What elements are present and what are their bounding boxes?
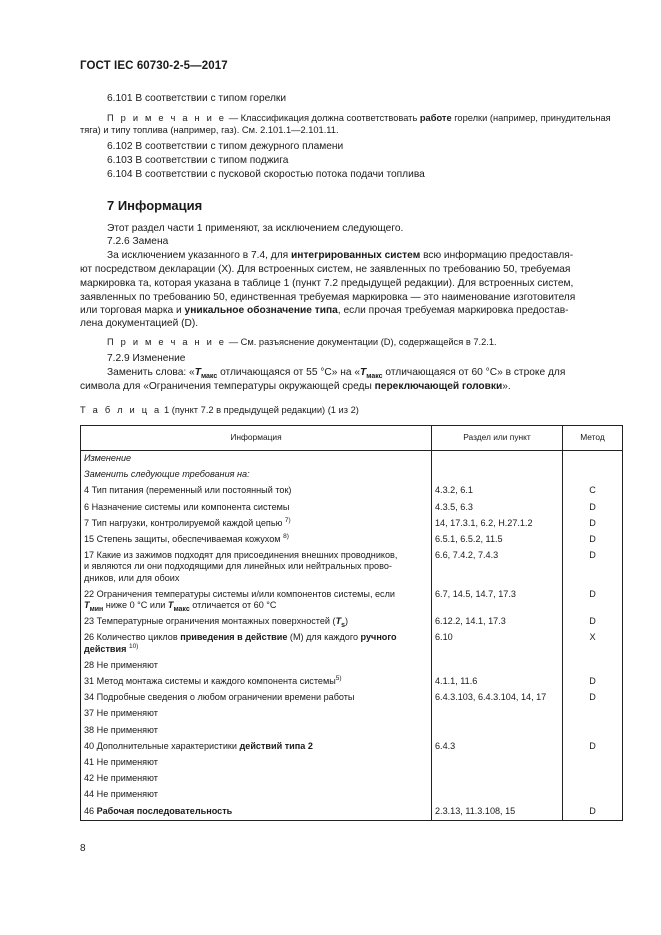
col-header-method: Метод [563,426,623,451]
table-row [81,614,623,630]
bold-term: ручного [360,632,397,643]
table-row [81,451,623,468]
row-info [81,630,432,657]
section-7-heading: 7 Информация [107,198,203,213]
bold-term: действия [84,643,127,654]
table-header-row [81,426,623,451]
row-info [81,614,432,630]
note-text: — Классификация должна соответствовать [226,113,420,123]
text-run: 15 Степень защиты, обеспечиваемая кожухом [84,534,281,545]
table-row [81,755,623,771]
section-intro: Этот раздел части 1 применяют, за исключением следующего. [107,223,404,234]
row-method: D [563,500,623,516]
text-line: 17 Какие из зажимов подходят для присоединения внешних проводников, [84,550,398,561]
paragraph-line [80,381,511,394]
row-clause: 4.1.1, 11.6 [432,674,563,690]
bold-term: приведения в действие [180,632,288,643]
text-run: 40 Дополнительные характеристики [84,740,240,751]
text-run: Заменить слова: « [107,367,195,378]
row-method: D [563,548,623,587]
row-info [81,548,432,587]
table-row [81,723,623,739]
subclause-7-2-9-title: 7.2.9 Изменение [107,353,186,364]
table-row [81,483,623,499]
table-caption-text: 1 (пункт 7.2 в предыдущей редакции) (1 из 2) [161,405,359,415]
row-info: 38 Не применяют [81,723,432,739]
symbol-T: T [84,600,90,611]
table-row [81,690,623,706]
clause-6-101: 6.101 В соответствии с типом горелки [107,93,287,104]
table-row [81,467,623,483]
table-row [81,532,623,548]
row-info [81,516,432,532]
text-run: ) [345,616,349,627]
table-row [81,804,623,821]
note-text: — См. разъяснение документации (D), содержащейся в 7.2.1. [226,337,497,347]
row-info: 44 Не применяют [81,787,432,803]
table-row [81,787,623,803]
row-method: D [563,532,623,548]
row-method: C [563,483,623,499]
text-run: За исключением указанного в 7.4, для [107,250,292,261]
clause-6-102: 6.102 В соответствии с типом дежурного пламени [107,141,344,152]
note-label: П р и м е ч а н и е [107,113,227,123]
col-header-clause: Раздел или пункт [432,426,563,451]
row-info: 41 Не применяют [81,755,432,771]
page-number: 8 [80,843,86,854]
table-row [81,739,623,755]
text-run: 7 Тип нагрузки, контролируемой каждой цепью [84,517,283,528]
row-info: 28 Не применяют [81,658,432,674]
row-clause: 6.6, 7.4.2, 7.4.3 [432,548,563,587]
row-clause: 6.12.2, 14.1, 17.3 [432,614,563,630]
replace-label: Заменить следующие требования на: [81,467,432,483]
note-classification-line2: тяга) и типу топлива (например, газ). См. 2.101.1—2.101.11. [80,125,339,135]
symbol-sub: макс [200,373,218,381]
row-info [81,674,432,690]
paragraph-line [107,367,565,380]
note-documentation [107,336,497,348]
text-run: 31 Метод монтажа системы и каждого компонента системы [84,676,336,687]
table-row [81,630,623,657]
row-clause: 6.4.3.103, 6.4.3.104, 14, 17 [432,690,563,706]
row-info [81,804,432,821]
row-method: D [563,516,623,532]
footnote-ref: 8) [283,532,289,540]
row-info: 42 Не применяют [81,771,432,787]
row-info: 6 Назначение системы или компонента системы [81,500,432,516]
symbol-sub: макс [366,373,383,381]
paragraph-line: ют посредством декларации (X). Для встроенных систем, не заявленных по требованию 50, требуемая [80,264,571,275]
row-clause: 2.3.13, 11.3.108, 15 [432,804,563,821]
bold-term: уникальное обозначение типа [184,305,338,316]
text-run: (М) для каждого [287,632,361,643]
symbol-sub: s [341,622,346,630]
text-line [84,644,428,655]
row-clause: 4.3.5, 6.3 [432,500,563,516]
row-method: D [563,739,623,755]
bold-term: действий типа 2 [239,740,313,751]
table-row [81,587,623,614]
row-info: 4 Тип питания (переменный или постоянный ток) [81,483,432,499]
footnote-ref: 7) [284,516,291,524]
text-run: ». [502,381,511,392]
row-method: D [563,690,623,706]
symbol-T: T [167,600,174,611]
footnote-ref: 10) [128,642,139,650]
text-run: всю информацию предоставля- [420,250,574,261]
table-row [81,516,623,532]
text-run: отличающаяся от 55 °C» на « [217,367,361,378]
note-text: горелки (например, принудительная [451,113,611,123]
row-info [81,739,432,755]
table-row [81,548,623,587]
standard-header: ГОСТ IEC 60730-2-5—2017 [80,60,228,72]
text-run: 26 Количество циклов [84,632,181,643]
row-method: D [563,587,623,614]
table-row [81,771,623,787]
table-caption-label: Т а б л и ц а [80,405,162,415]
paragraph-line: маркировка та, которая указана в таблице 1 (пункт 7.2 предыдущей редакции). Для встроенных систем, [80,278,574,289]
table-row [81,658,623,674]
row-method: X [563,630,623,657]
paragraph-line: лена документацией (D). [80,318,199,329]
col-header-info: Информация [81,426,432,451]
text-line: дников, или для обоих [84,572,180,583]
subclause-7-2-6-title: 7.2.6 Замена [107,236,169,247]
paragraph-line [107,250,573,263]
text-run: или торговая марка и [80,305,185,316]
table-row [81,674,623,690]
row-clause: 6.10 [432,630,563,657]
row-clause: 6.4.3 [432,739,563,755]
clause-6-104: 6.104 В соответствии с пусковой скоростью потока подачи топлива [107,169,425,180]
footnote-ref: 5) [335,675,342,683]
row-method: D [563,674,623,690]
row-info [81,532,432,548]
row-method: D [563,614,623,630]
table-row [81,500,623,516]
note-label: П р и м е ч а н и е [107,337,227,347]
text-run: отличающаяся от 60 °C» в строке для [382,367,566,378]
text-run: 46 [84,805,97,816]
symbol-sub: мин [89,605,104,613]
symbol-T: T [194,367,201,378]
clause-6-103: 6.103 В соответствии с типом поджига [107,155,289,166]
table-row [81,706,623,722]
text-run: 23 Температурные ограничения монтажных поверхностей ( [84,616,336,627]
row-clause: 6.5.1, 6.5.2, 11.5 [432,532,563,548]
bold-term: Рабочая последовательность [96,805,233,816]
text-line [84,600,428,611]
information-table [80,425,623,821]
note-bold-term: работе [419,113,452,123]
bold-term: интегрированных систем [291,250,421,261]
symbol-T: T [335,616,342,627]
row-info: 34 Подробные сведения о любом ограничении времени работы [81,690,432,706]
row-info [81,587,432,614]
text-line: и являются ли они подходящими для линейных или нейтральных прово- [84,561,392,572]
change-label: Изменение [81,451,432,468]
text-line: 22 Ограничения температуры системы и/или компонентов системы, если [84,588,395,599]
text-run: , если прочая требуемая маркировка предостав- [337,305,569,316]
text-run: ниже 0 °С или [103,600,168,611]
bold-term: переключающей головки [374,381,503,392]
note-classification [107,112,611,124]
symbol-sub: макс [173,605,190,613]
row-clause: 6.7, 14.5, 14.7, 17.3 [432,587,563,614]
row-clause: 14, 17.3.1, 6.2, H.27.1.2 [432,516,563,532]
symbol-T: T [360,367,367,378]
table-caption [80,404,359,416]
row-clause: 4.3.2, 6.1 [432,483,563,499]
paragraph-line [80,305,569,318]
paragraph-line: заявленных по требованию 50, единственная требуемая маркировка — это наименование изготовителя [80,292,576,303]
text-run: отличается от 60 °С [189,600,277,611]
row-info: 37 Не применяют [81,706,432,722]
text-run: символа для «Ограничения температуры окружающей среды [80,381,375,392]
row-method: D [563,804,623,821]
